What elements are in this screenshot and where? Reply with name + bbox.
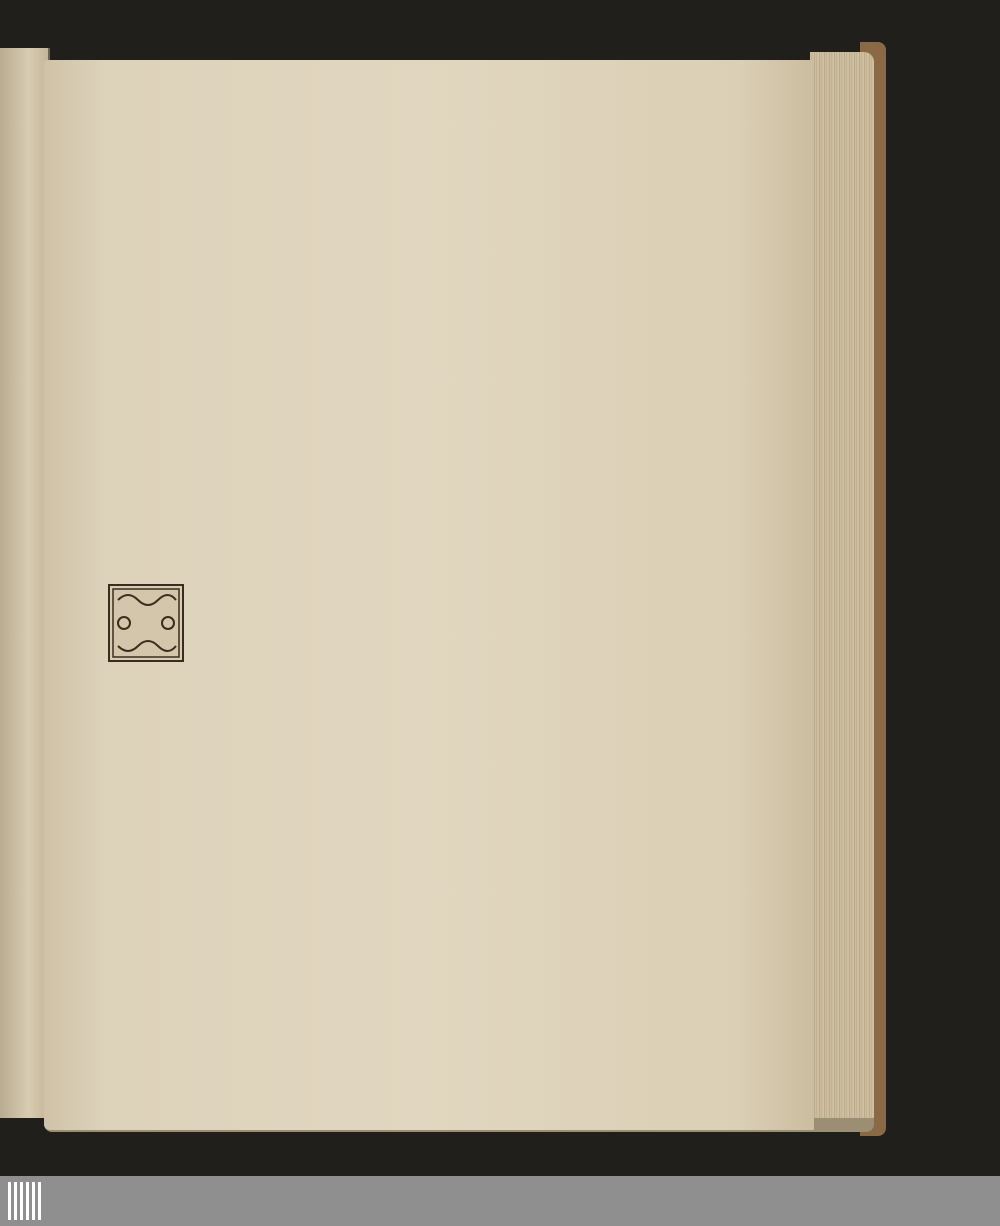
left-page-edge (0, 48, 50, 1118)
decorated-initial-letter (108, 584, 184, 662)
page-stack-edges (810, 52, 874, 1130)
library-logo-icon (6, 1180, 46, 1222)
ornament-band (104, 452, 670, 496)
library-footer-bar (0, 1176, 1000, 1226)
initial-ornament-icon (110, 586, 182, 660)
